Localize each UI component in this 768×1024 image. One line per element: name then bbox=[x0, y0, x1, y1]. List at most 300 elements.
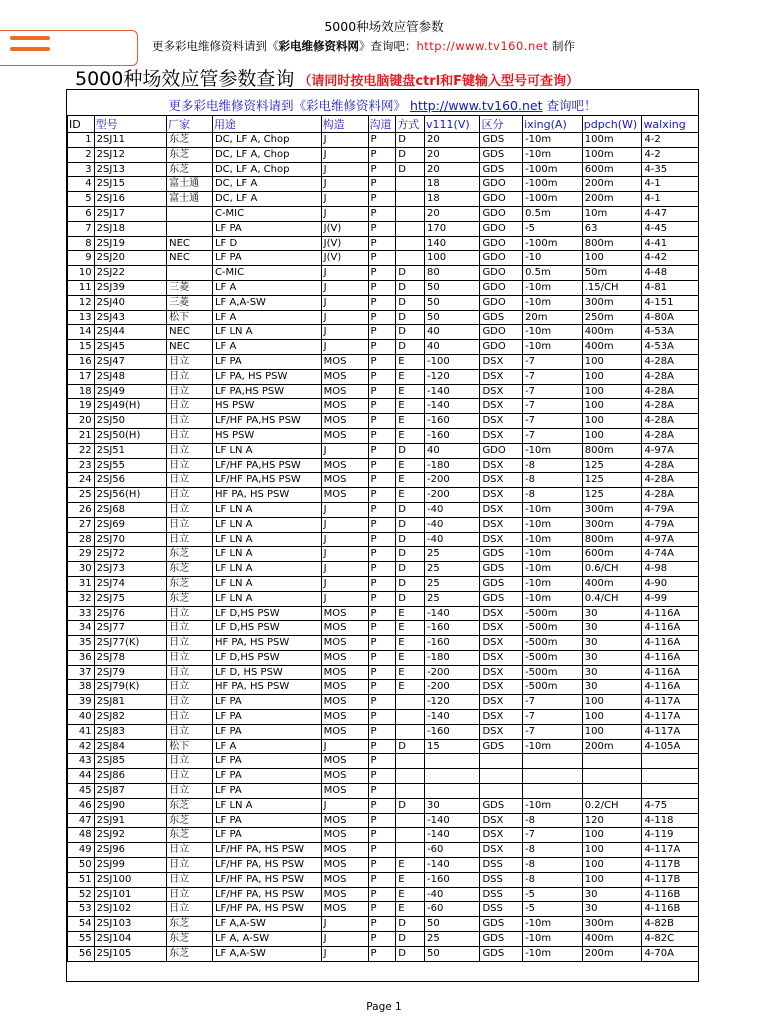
cell-structure: MOS bbox=[321, 769, 368, 784]
cell-usage: LF A,A-SW bbox=[212, 295, 321, 310]
parameter-sheet bbox=[66, 89, 699, 982]
cell-current: -10m bbox=[523, 591, 583, 606]
cell-channel: P bbox=[368, 295, 396, 310]
cell-structure: J(V) bbox=[321, 221, 368, 236]
cell-model: 2SJ81 bbox=[94, 695, 166, 710]
cell-current bbox=[523, 769, 583, 784]
table-row bbox=[68, 932, 699, 947]
cell-usage: LF PA bbox=[212, 769, 321, 784]
cell-usage: DC, LF A, Chop bbox=[212, 133, 321, 148]
cell-id: 12 bbox=[68, 295, 95, 310]
cell-power: 30 bbox=[582, 636, 642, 651]
cell-package: 4-118 bbox=[642, 813, 699, 828]
cell-maker: 东芝 bbox=[167, 798, 213, 813]
cell-package: 4-28A bbox=[642, 399, 699, 414]
table-row bbox=[68, 266, 699, 281]
cell-package: 4-70A bbox=[642, 946, 699, 961]
cell-mode: E bbox=[396, 354, 425, 369]
cell-voltage: 50 bbox=[425, 295, 480, 310]
table-row bbox=[68, 310, 699, 325]
table-row bbox=[68, 754, 699, 769]
cell-current: -7 bbox=[523, 369, 583, 384]
cell-class: DSX bbox=[480, 828, 523, 843]
cell-class: GDO bbox=[480, 236, 523, 251]
table-row bbox=[68, 547, 699, 562]
cell-channel: P bbox=[368, 177, 396, 192]
cell-id: 18 bbox=[68, 384, 95, 399]
cell-model: 2SJ105 bbox=[94, 946, 166, 961]
table-row bbox=[68, 946, 699, 961]
cell-package: 4-99 bbox=[642, 591, 699, 606]
table-row bbox=[68, 488, 699, 503]
cell-model: 2SJ50 bbox=[94, 414, 166, 429]
cell-id: 27 bbox=[68, 517, 95, 532]
cell-model: 2SJ51 bbox=[94, 443, 166, 458]
cell-power: 200m bbox=[582, 192, 642, 207]
cell-channel: P bbox=[368, 591, 396, 606]
header-usage: 用途 bbox=[212, 116, 321, 133]
cell-structure: J bbox=[321, 517, 368, 532]
cell-class: DSX bbox=[480, 636, 523, 651]
cell-package: 4-117A bbox=[642, 843, 699, 858]
top-note-url-link[interactable]: http://www.tv160.net bbox=[416, 39, 549, 53]
cell-class: DSX bbox=[480, 680, 523, 695]
cell-power: 100 bbox=[582, 858, 642, 873]
cell-mode: D bbox=[396, 310, 425, 325]
cell-usage: LF D bbox=[212, 236, 321, 251]
cell-voltage: 140 bbox=[425, 236, 480, 251]
cell-mode: E bbox=[396, 428, 425, 443]
cell-power: 100m bbox=[582, 133, 642, 148]
cell-model: 2SJ92 bbox=[94, 828, 166, 843]
cell-model: 2SJ47 bbox=[94, 354, 166, 369]
cell-mode bbox=[396, 206, 425, 221]
cell-power: 30 bbox=[582, 887, 642, 902]
cell-channel: P bbox=[368, 133, 396, 148]
cell-mode: D bbox=[396, 162, 425, 177]
cell-mode: E bbox=[396, 414, 425, 429]
cell-model: 2SJ39 bbox=[94, 280, 166, 295]
cell-power: .15/CH bbox=[582, 280, 642, 295]
cell-power: 100 bbox=[582, 695, 642, 710]
cell-usage: LF PA,HS PSW bbox=[212, 384, 321, 399]
cell-class: GDS bbox=[480, 133, 523, 148]
banner-url-link[interactable]: http://www.tv160.net bbox=[410, 98, 543, 113]
cell-current: -7 bbox=[523, 428, 583, 443]
cell-class: DSX bbox=[480, 813, 523, 828]
table-row bbox=[68, 354, 699, 369]
table-row bbox=[68, 695, 699, 710]
cell-id: 35 bbox=[68, 636, 95, 651]
cell-structure: J bbox=[321, 280, 368, 295]
cell-voltage: -140 bbox=[425, 710, 480, 725]
cell-maker: 日立 bbox=[167, 695, 213, 710]
cell-maker: 东芝 bbox=[167, 932, 213, 947]
cell-maker: 东芝 bbox=[167, 547, 213, 562]
cell-model: 2SJ77(K) bbox=[94, 636, 166, 651]
cell-package: 4-117B bbox=[642, 872, 699, 887]
cell-maker: 日立 bbox=[167, 724, 213, 739]
cell-usage: LF PA bbox=[212, 695, 321, 710]
cell-channel: P bbox=[368, 576, 396, 591]
cell-id: 5 bbox=[68, 192, 95, 207]
cell-package: 4-119 bbox=[642, 828, 699, 843]
cell-structure: J bbox=[321, 562, 368, 577]
cell-model: 2SJ76 bbox=[94, 606, 166, 621]
cell-current: -10m bbox=[523, 295, 583, 310]
cell-class: DSX bbox=[480, 428, 523, 443]
cell-power: 120 bbox=[582, 813, 642, 828]
cell-package: 4-47 bbox=[642, 206, 699, 221]
cell-model: 2SJ104 bbox=[94, 932, 166, 947]
cell-structure: MOS bbox=[321, 680, 368, 695]
cell-maker: 日立 bbox=[167, 428, 213, 443]
cell-model: 2SJ103 bbox=[94, 917, 166, 932]
table-row bbox=[68, 576, 699, 591]
cell-usage: HS PSW bbox=[212, 399, 321, 414]
cell-class: DSX bbox=[480, 621, 523, 636]
cell-usage: LF PA bbox=[212, 724, 321, 739]
cell-id: 21 bbox=[68, 428, 95, 443]
cell-current: 20m bbox=[523, 310, 583, 325]
cell-model: 2SJ43 bbox=[94, 310, 166, 325]
cell-id: 2 bbox=[68, 147, 95, 162]
table-row bbox=[68, 443, 699, 458]
cell-structure: MOS bbox=[321, 384, 368, 399]
cell-maker: 东芝 bbox=[167, 946, 213, 961]
cell-voltage: -160 bbox=[425, 621, 480, 636]
top-note-site-name: 彩电维修资料网 bbox=[278, 39, 359, 53]
cell-power: 300m bbox=[582, 517, 642, 532]
cell-voltage: 20 bbox=[425, 133, 480, 148]
cell-mode: E bbox=[396, 384, 425, 399]
table-row bbox=[68, 458, 699, 473]
cell-package: 4-117A bbox=[642, 724, 699, 739]
table-row bbox=[68, 133, 699, 148]
cell-power bbox=[582, 769, 642, 784]
cell-current: -7 bbox=[523, 384, 583, 399]
cell-power: 400m bbox=[582, 325, 642, 340]
cell-channel: P bbox=[368, 428, 396, 443]
cell-mode: D bbox=[396, 917, 425, 932]
cell-model: 2SJ68 bbox=[94, 502, 166, 517]
cell-voltage: -140 bbox=[425, 606, 480, 621]
cell-usage: C-MIC bbox=[212, 266, 321, 281]
cell-structure: J bbox=[321, 576, 368, 591]
cell-mode bbox=[396, 192, 425, 207]
cell-channel: P bbox=[368, 754, 396, 769]
cell-voltage: -40 bbox=[425, 502, 480, 517]
site-logo bbox=[0, 30, 138, 66]
header-maker: 厂家 bbox=[167, 116, 213, 133]
cell-channel: P bbox=[368, 458, 396, 473]
cell-package bbox=[642, 769, 699, 784]
cell-structure: J bbox=[321, 739, 368, 754]
table-row bbox=[68, 665, 699, 680]
cell-class: GDO bbox=[480, 251, 523, 266]
page-title: 5000种场效应管参数 bbox=[324, 19, 444, 34]
cell-current: -10m bbox=[523, 917, 583, 932]
header-model: 型号 bbox=[94, 116, 166, 133]
cell-channel: P bbox=[368, 665, 396, 680]
cell-maker bbox=[167, 206, 213, 221]
cell-structure: MOS bbox=[321, 636, 368, 651]
cell-voltage: -200 bbox=[425, 488, 480, 503]
cell-channel: P bbox=[368, 872, 396, 887]
cell-current: -10m bbox=[523, 739, 583, 754]
cell-power: 800m bbox=[582, 532, 642, 547]
cell-current bbox=[523, 754, 583, 769]
table-row bbox=[68, 147, 699, 162]
cell-model: 2SJ75 bbox=[94, 591, 166, 606]
cell-usage: LF D,HS PSW bbox=[212, 621, 321, 636]
cell-id: 46 bbox=[68, 798, 95, 813]
cell-maker: NEC bbox=[167, 340, 213, 355]
cell-model: 2SJ73 bbox=[94, 562, 166, 577]
cell-usage: LF LN A bbox=[212, 798, 321, 813]
table-row bbox=[68, 887, 699, 902]
table-row bbox=[68, 621, 699, 636]
cell-maker: NEC bbox=[167, 236, 213, 251]
cell-structure: J bbox=[321, 502, 368, 517]
cell-current: -100m bbox=[523, 177, 583, 192]
cell-current: -10m bbox=[523, 798, 583, 813]
cell-model: 2SJ83 bbox=[94, 724, 166, 739]
table-row bbox=[68, 769, 699, 784]
cell-class: GDS bbox=[480, 798, 523, 813]
table-row bbox=[68, 280, 699, 295]
cell-id: 38 bbox=[68, 680, 95, 695]
cell-structure: MOS bbox=[321, 887, 368, 902]
cell-power: 100 bbox=[582, 354, 642, 369]
cell-structure: MOS bbox=[321, 843, 368, 858]
cell-mode bbox=[396, 754, 425, 769]
cell-model: 2SJ18 bbox=[94, 221, 166, 236]
cell-class: DSX bbox=[480, 532, 523, 547]
cell-usage: DC, LF A bbox=[212, 177, 321, 192]
cell-maker: 日立 bbox=[167, 369, 213, 384]
cell-class: GDO bbox=[480, 221, 523, 236]
cell-structure: MOS bbox=[321, 902, 368, 917]
top-note-prefix: 更多彩电维修资料请到《 bbox=[152, 39, 279, 53]
cell-id: 10 bbox=[68, 266, 95, 281]
cell-model: 2SJ101 bbox=[94, 887, 166, 902]
cell-mode: D bbox=[396, 932, 425, 947]
top-note-middle: 》查询吧： bbox=[359, 39, 417, 53]
cell-power: 250m bbox=[582, 310, 642, 325]
cell-package bbox=[642, 754, 699, 769]
cell-id: 44 bbox=[68, 769, 95, 784]
table-row bbox=[68, 384, 699, 399]
cell-power: 30 bbox=[582, 621, 642, 636]
cell-maker: 东芝 bbox=[167, 591, 213, 606]
cell-current: -10m bbox=[523, 932, 583, 947]
top-note-suffix: 制作 bbox=[552, 39, 575, 53]
cell-model: 2SJ12 bbox=[94, 147, 166, 162]
cell-maker: 日立 bbox=[167, 443, 213, 458]
cell-model: 2SJ69 bbox=[94, 517, 166, 532]
cell-power: 200m bbox=[582, 177, 642, 192]
cell-channel: P bbox=[368, 488, 396, 503]
cell-class: DSX bbox=[480, 458, 523, 473]
main-heading-title: 5000种场效应管参数查询 bbox=[75, 68, 295, 90]
cell-mode bbox=[396, 784, 425, 799]
cell-channel: P bbox=[368, 917, 396, 932]
cell-usage: LF D, HS PSW bbox=[212, 665, 321, 680]
cell-package: 4-116A bbox=[642, 665, 699, 680]
cell-channel: P bbox=[368, 325, 396, 340]
cell-model: 2SJ56(H) bbox=[94, 488, 166, 503]
cell-class: DSX bbox=[480, 695, 523, 710]
cell-power: 400m bbox=[582, 340, 642, 355]
page-number: Page 1 bbox=[366, 1001, 402, 1013]
cell-voltage: -160 bbox=[425, 636, 480, 651]
cell-current: -500m bbox=[523, 665, 583, 680]
cell-channel: P bbox=[368, 724, 396, 739]
cell-structure: MOS bbox=[321, 710, 368, 725]
cell-model: 2SJ100 bbox=[94, 872, 166, 887]
cell-power: 100 bbox=[582, 428, 642, 443]
cell-power: 100 bbox=[582, 843, 642, 858]
cell-maker: 三菱 bbox=[167, 295, 213, 310]
cell-power: 100 bbox=[582, 384, 642, 399]
cell-class: GDO bbox=[480, 177, 523, 192]
header-package: walxing bbox=[642, 116, 699, 133]
cell-class: DSX bbox=[480, 354, 523, 369]
cell-usage: LF D,HS PSW bbox=[212, 650, 321, 665]
cell-current: 0.5m bbox=[523, 206, 583, 221]
table-row bbox=[68, 369, 699, 384]
cell-package: 4-75 bbox=[642, 798, 699, 813]
cell-structure: J bbox=[321, 147, 368, 162]
cell-model: 2SJ82 bbox=[94, 710, 166, 725]
cell-structure: MOS bbox=[321, 872, 368, 887]
cell-current: -10m bbox=[523, 340, 583, 355]
cell-channel: P bbox=[368, 547, 396, 562]
cell-current: -5 bbox=[523, 221, 583, 236]
cell-usage: LF PA bbox=[212, 251, 321, 266]
cell-structure: J bbox=[321, 443, 368, 458]
cell-structure: J bbox=[321, 340, 368, 355]
cell-usage: LF PA bbox=[212, 221, 321, 236]
cell-power: 30 bbox=[582, 680, 642, 695]
cell-maker: 三菱 bbox=[167, 280, 213, 295]
cell-mode bbox=[396, 710, 425, 725]
cell-class: DSX bbox=[480, 517, 523, 532]
cell-package: 4-82C bbox=[642, 932, 699, 947]
cell-id: 4 bbox=[68, 177, 95, 192]
cell-model: 2SJ86 bbox=[94, 769, 166, 784]
cell-channel: P bbox=[368, 887, 396, 902]
cell-id: 25 bbox=[68, 488, 95, 503]
cell-package: 4-116A bbox=[642, 606, 699, 621]
cell-class: DSX bbox=[480, 488, 523, 503]
cell-model: 2SJ85 bbox=[94, 754, 166, 769]
header-channel: 沟道 bbox=[368, 116, 396, 133]
cell-structure: MOS bbox=[321, 858, 368, 873]
cell-model: 2SJ19 bbox=[94, 236, 166, 251]
cell-mode: D bbox=[396, 443, 425, 458]
cell-usage: LF A bbox=[212, 739, 321, 754]
cell-usage: LF PA, HS PSW bbox=[212, 369, 321, 384]
cell-package: 4-90 bbox=[642, 576, 699, 591]
cell-channel: P bbox=[368, 784, 396, 799]
cell-current: -100m bbox=[523, 162, 583, 177]
cell-maker: 东芝 bbox=[167, 828, 213, 843]
cell-maker: 日立 bbox=[167, 872, 213, 887]
cell-voltage: 50 bbox=[425, 946, 480, 961]
cell-mode: D bbox=[396, 798, 425, 813]
cell-mode: E bbox=[396, 665, 425, 680]
sheet-banner bbox=[67, 96, 698, 114]
cell-voltage: -40 bbox=[425, 887, 480, 902]
cell-structure: J bbox=[321, 177, 368, 192]
cell-usage: LF LN A bbox=[212, 576, 321, 591]
cell-voltage: 20 bbox=[425, 147, 480, 162]
cell-power: 125 bbox=[582, 473, 642, 488]
cell-structure: J bbox=[321, 295, 368, 310]
cell-id: 48 bbox=[68, 828, 95, 843]
cell-channel: P bbox=[368, 843, 396, 858]
cell-power: 0.4/CH bbox=[582, 591, 642, 606]
cell-id: 40 bbox=[68, 710, 95, 725]
cell-maker: 日立 bbox=[167, 458, 213, 473]
cell-voltage: 40 bbox=[425, 325, 480, 340]
cell-usage: LF/HF PA, HS PSW bbox=[212, 902, 321, 917]
table-row bbox=[68, 843, 699, 858]
cell-channel: P bbox=[368, 369, 396, 384]
cell-id: 28 bbox=[68, 532, 95, 547]
cell-mode: E bbox=[396, 458, 425, 473]
cell-structure: J bbox=[321, 310, 368, 325]
cell-structure: MOS bbox=[321, 650, 368, 665]
cell-power: 100 bbox=[582, 828, 642, 843]
cell-mode: D bbox=[396, 562, 425, 577]
cell-power: 125 bbox=[582, 488, 642, 503]
cell-channel: P bbox=[368, 813, 396, 828]
cell-package: 4-105A bbox=[642, 739, 699, 754]
cell-class: GDS bbox=[480, 946, 523, 961]
cell-maker: 日立 bbox=[167, 517, 213, 532]
cell-model: 2SJ49(H) bbox=[94, 399, 166, 414]
table-row bbox=[68, 340, 699, 355]
cell-package: 4-117B bbox=[642, 858, 699, 873]
cell-maker: NEC bbox=[167, 325, 213, 340]
table-row bbox=[68, 206, 699, 221]
cell-current: -500m bbox=[523, 650, 583, 665]
cell-channel: P bbox=[368, 532, 396, 547]
cell-package: 4-28A bbox=[642, 369, 699, 384]
cell-voltage: -160 bbox=[425, 724, 480, 739]
cell-class: GDS bbox=[480, 591, 523, 606]
cell-id: 14 bbox=[68, 325, 95, 340]
cell-channel: P bbox=[368, 414, 396, 429]
cell-class: GDS bbox=[480, 932, 523, 947]
cell-maker: 日立 bbox=[167, 354, 213, 369]
cell-current: -7 bbox=[523, 414, 583, 429]
cell-class: DSS bbox=[480, 872, 523, 887]
cell-structure: J bbox=[321, 133, 368, 148]
cell-id: 51 bbox=[68, 872, 95, 887]
cell-power: 300m bbox=[582, 917, 642, 932]
cell-mode: D bbox=[396, 576, 425, 591]
table-row bbox=[68, 591, 699, 606]
cell-id: 31 bbox=[68, 576, 95, 591]
cell-power: 200m bbox=[582, 739, 642, 754]
cell-structure: J bbox=[321, 547, 368, 562]
cell-current: -7 bbox=[523, 354, 583, 369]
cell-model: 2SJ74 bbox=[94, 576, 166, 591]
